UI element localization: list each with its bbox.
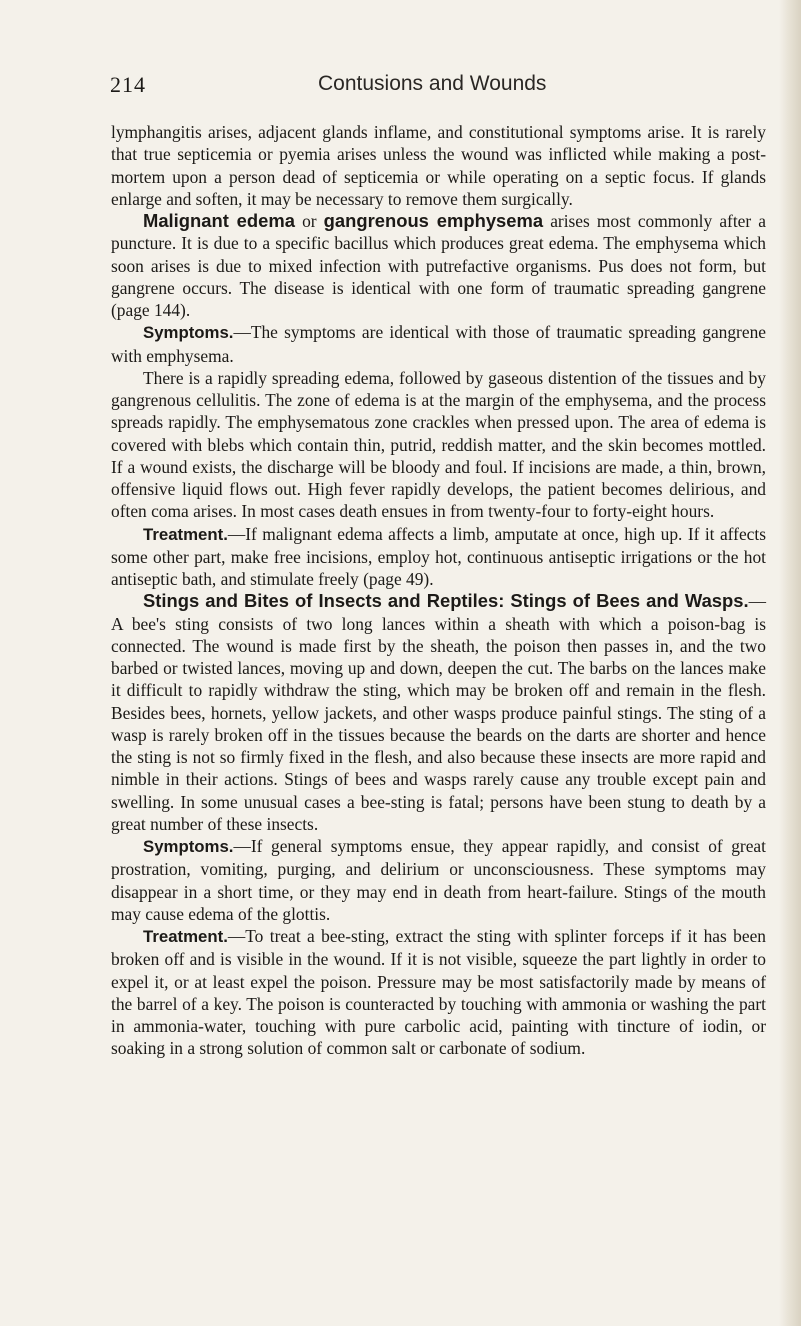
paragraph-treatment-2: [111, 925, 766, 1060]
paragraph-stings: [111, 590, 766, 835]
body-text: [111, 121, 766, 1060]
page-header: [110, 72, 670, 102]
heading-gangrenous-emphysema: gangrenous emphysema: [323, 210, 544, 231]
paragraph-text: —If general symptoms ensue, they appear rapidly, and consist of great prostration, vomiting, purging, and delirium or unconsciousness. These symptoms may disappear in a short time, or they may end in death from heart-failure. Stings of the mouth may cause edema of the glottis.: [111, 836, 766, 924]
paragraph-text: —To treat a bee-sting, extract the sting with splinter forceps if it has been broken off and is visible in the wound. If it is not visible, squeeze the part lightly in order to expel it, or at least expel the poison. Pressure may be most satisfactorily made by means of the barrel of a key. The poison is counteracted by touching with ammonia or washing the part in ammonia-water, touching with pure carbolic acid, painting with tincture of iodin, or soaking in a strong solution of common salt or carbonate of sodium.: [111, 926, 766, 1059]
connector-or: or: [294, 211, 324, 231]
paragraph-text: There is a rapidly spreading edema, followed by gaseous distention of the tissues and by gangrenous cellulitis. The zone of edema is at the margin of the emphysema, and the process spreads rapidly. The emphysematous zone crackles when pressed upon. The area of edema is covered with blebs which contain thin, putrid, reddish matter, and the skin becomes mottled. If a wound exists, the discharge will be bloody and foul. If incisions are made, a thin, brown, offensive liquid flows out. High fever rapidly develops, the patient becomes delirious, and often coma arises. In most cases death ensues in from twenty-four to forty-eight hours.: [111, 367, 766, 522]
page-number: 214: [110, 72, 146, 97]
heading-treatment: Treatment.: [143, 524, 228, 544]
page-edge-shadow: [779, 0, 801, 1326]
running-head: Contusions and Wounds: [318, 72, 547, 95]
heading-stings-and-bites: Stings and Bites of Insects and Reptiles: Stings of Bees and Wasps.: [143, 590, 749, 612]
paragraph-lymphangitis: [111, 121, 766, 210]
heading-malignant-edema: Malignant edema: [143, 210, 295, 231]
paragraph-symptoms-2: [111, 835, 766, 925]
paragraph-treatment-1: [111, 523, 766, 591]
paragraph-text: arises most commonly after a puncture. It is due to a specific bacillus which produces great edema. The emphysema which soon arises is due to mixed infection with putrefactive organisms. Pus does not form, but gangrene occurs. The disease is identical with one form of traumatic spreading gangrene (page 144).: [111, 211, 766, 320]
paragraph-text: —If malignant edema affects a limb, amputate at once, high up. If it affects some other part, make free incisions, employ hot, continuous antiseptic irrigations or the hot antiseptic bath, and stimulate freely (page 49).: [111, 523, 766, 589]
paragraph-edema-description: [111, 367, 766, 523]
paragraph-text: —The symptoms are identical with those of traumatic spreading gangrene with emphysema.: [111, 322, 766, 366]
paragraph-text: —A bee's sting consists of two long lances within a sheath with which a poison-bag is connected. The wound is made first by the sheath, the poison then passes in, and the two barbed or twisted lances, moving up and down, deepen the cut. The barbs on the lances make it difficult to rapidly withdraw the sting, which may be broken off and remain in the flesh. Besides bees, hornets, yellow jackets, and other wasps produce painful stings. The sting of a wasp is rarely broken off in the tissues because the beards on the darts are shorter and hence the sting is not so firmly fixed in the flesh, and also because these insects are more rapid and nimble in their actions. Stings of bees and wasps rarely cause any trouble except pain and swelling. In some unusual cases a bee-sting is fatal; persons have been stung to death by a great number of these insects.: [111, 591, 766, 834]
heading-treatment: Treatment.: [143, 927, 228, 946]
paragraph-text: lymphangitis arises, adjacent glands inflame, and constitutional symptoms arise. It is rarely that true septicemia or pyemia arises unless the wound was inflicted while making a post-mortem upon a person dead of septicemia or while operating on a septic focus. If glands enlarge and soften, it may be necessary to remove them surgically.: [111, 122, 766, 209]
paragraph-symptoms-1: [111, 321, 766, 367]
heading-symptoms: Symptoms.: [143, 837, 234, 856]
heading-symptoms: Symptoms.: [143, 323, 234, 343]
paragraph-malignant-edema: [111, 210, 766, 321]
